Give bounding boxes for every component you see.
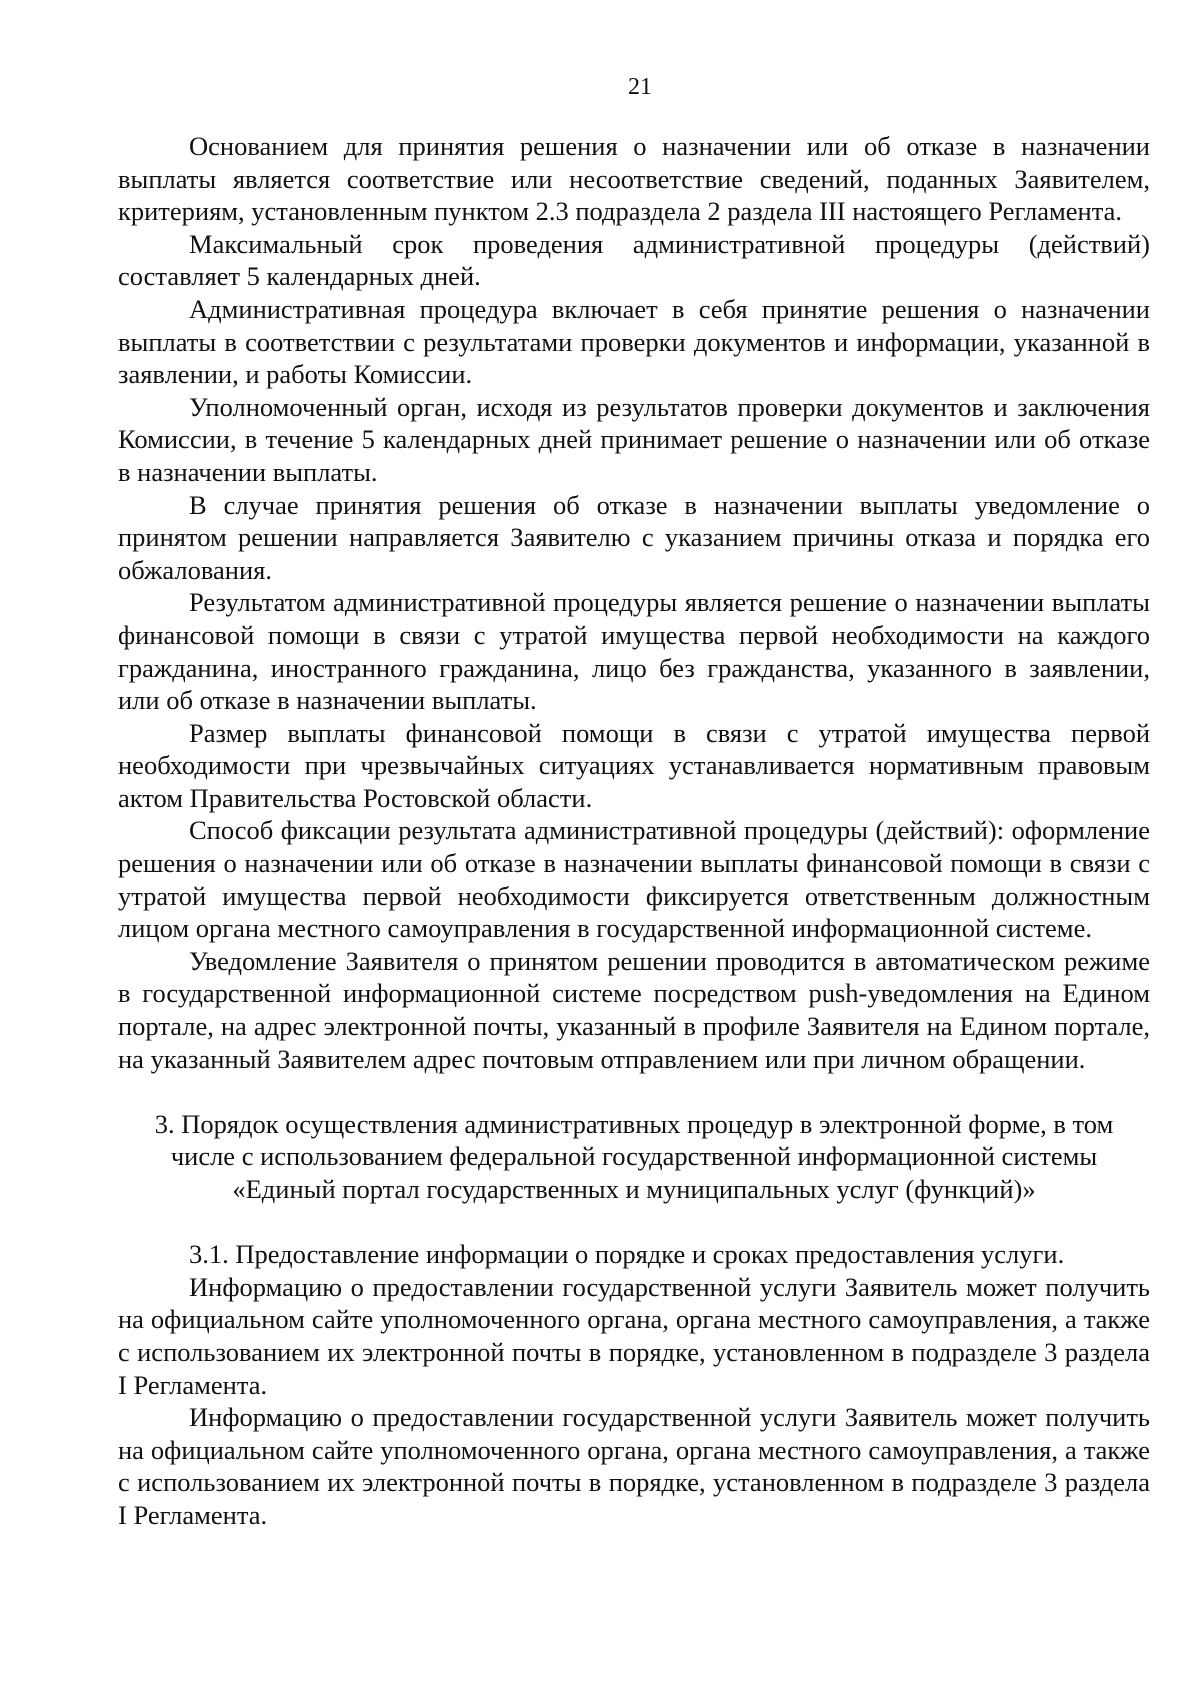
section-heading-line-3: «Единый портал государственных и муниципальных услуг (функций)»	[232, 1174, 1036, 1204]
paragraph-info-channels: Информацию о предоставлении государственной услуги Заявитель может получить на официальном сайте уполномоченного органа, органа местного самоуправления, а также с использованием их электронной почты в порядке, установленном в подразделе 3 раздела I Регламента.	[118, 1271, 1150, 1400]
document-body	[118, 130, 1150, 1532]
section-spacer	[118, 1075, 1150, 1108]
paragraph-result-recording: Способ фиксации результата административной процедуры (действий): оформление решения о назначении или об отказе в назначении выплаты финансовой помощи в связи с утратой имущества первой необходимости фиксируется ответственным должностным лицом органа местного самоуправления в государственной информационной системе.	[118, 815, 1150, 944]
paragraph-max-term: Максимальный срок проведения административной процедуры (действий) составляет 5 календарных дней.	[118, 228, 1150, 292]
paragraph-authorized-body-decision: Уполномоченный орган, исходя из результатов проверки документов и заключения Комиссии, в течение 5 календарных дней принимает решение о назначении или об отказе в назначении выплаты.	[118, 391, 1150, 487]
paragraph-info-channels-repeat: Информацию о предоставлении государственной услуги Заявитель может получить на официальном сайте уполномоченного органа, органа местного самоуправления, а также с использованием их электронной почты в порядке, установленном в подразделе 3 раздела I Регламента.	[118, 1402, 1150, 1530]
paragraph-decision-basis: Основанием для принятия решения о назначении или об отказе в назначении выплаты является соответствие или несоответствие сведений, поданных Заявителем, критериям, установленным пунктом 2.3 подраздела 2 раздела III настоящего Регламента.	[118, 131, 1150, 227]
paragraph-subsection-3-1: 3.1. Предоставление информации о порядке и сроках предоставления услуги.	[189, 1239, 1065, 1270]
section-heading-line-2: числе с использованием федеральной государственной информационной системы	[170, 1141, 1098, 1172]
page-number: 21	[628, 74, 652, 100]
paragraph-applicant-notification: Уведомление Заявителя о принятом решении проводится в автоматическом режиме в государственной информационной системе посредством push-уведомления на Едином портале, на адрес электронной почты, указанный в профиле Заявителя на Едином портале, на указанный Заявителем адрес почтовым отправлением или при личном обращении.	[118, 945, 1150, 1074]
section-spacer	[118, 1206, 1150, 1239]
paragraph-procedure-includes: Административная процедура включает в себя принятие решения о назначении выплаты в соответствии с результатами проверки документов и информации, указанной в заявлении, и работы Комиссии.	[118, 293, 1150, 390]
paragraph-payment-amount: Размер выплаты финансовой помощи в связи с утратой имущества первой необходимости при чрезвычайных ситуациях устанавливается нормативным правовым актом Правительства Ростовской области.	[118, 717, 1150, 813]
paragraph-procedure-result: Результатом административной процедуры является решение о назначении выплаты финансовой помощи в связи с утратой имущества первой необходимости на каждого гражданина, иностранного гражданина, лицо без гражданства, указанного в заявлении, или об отказе в назначении выплаты.	[118, 587, 1150, 716]
section-heading-line-1: 3. Порядок осуществления административных процедур в электронной форме, в том	[154, 1108, 1114, 1139]
paragraph-refusal-notice: В случае принятия решения об отказе в назначении выплаты уведомление о принятом решении направляется Заявителю с указанием причины отказа и порядка его обжалования.	[118, 489, 1150, 585]
